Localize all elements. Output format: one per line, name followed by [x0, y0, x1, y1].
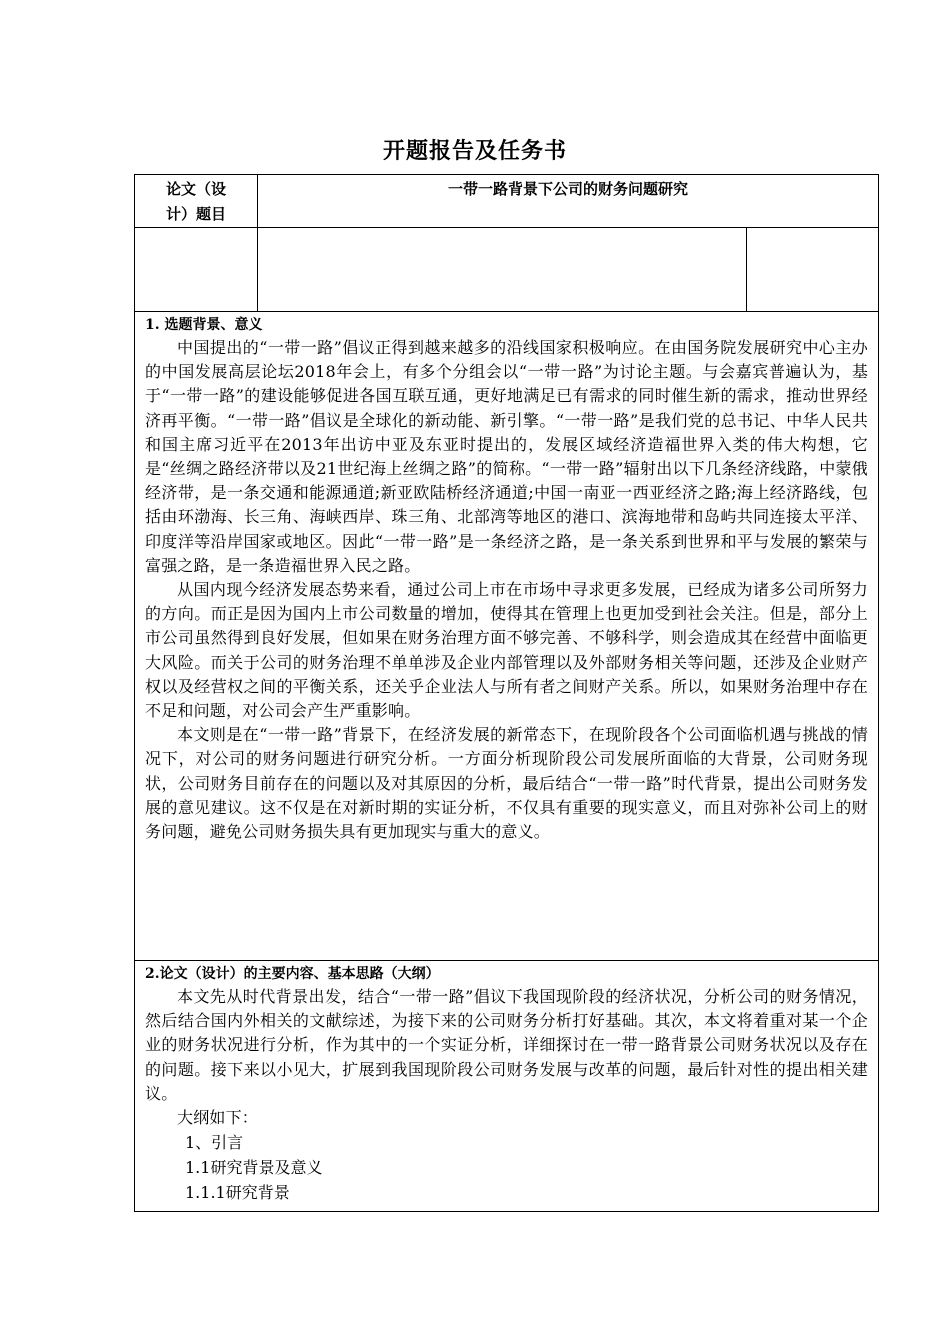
outline-intro: 大纲如下：: [177, 1108, 259, 1128]
blank-cell-2: [258, 228, 747, 312]
section2-heading: 2.论文（设计）的主要内容、基本思路（大纲）: [145, 966, 440, 982]
topic-value-cell: [258, 175, 879, 228]
outline-item: 1.1研究背景及意义: [185, 1158, 323, 1178]
section1-heading: 1. 选题背景、意义: [145, 317, 263, 333]
report-form-table: [134, 174, 879, 1212]
topic-label-line1: 论文（设: [165, 180, 226, 198]
section1-row: [135, 312, 879, 961]
blank-cell-3: [747, 228, 879, 312]
topic-row: [135, 175, 879, 228]
topic-label-cell: [135, 175, 258, 228]
section1-paragraph-1: 中国提出的“一带一路”倡议正得到越来越多的沿线国家积极响应。在由国务院发展研究中心主办的中国发展高层论坛2018年会上，有多个分组会以“一带一路”为讨论主题。与会嘉宾普遍认为，基于“一带一路”的建设能够促进各国互联互通，更好地满足已有需求的同时催生新的需求，推动世界经济再平衡。“一带一路”倡议是全球化的新动能、新引擎。“一带一路”是我们党的总书记、中华人民共和国主席习近平在2013年出访中亚及东亚时提出的，发展区域经济造福世界入类的伟大构想，它是“丝绸之路经济带以及21世纪海上丝绸之路”的简称。“一带一路”辐射出以下几条经济线路，中蒙俄经济带，是一条交通和能源通道;新亚欧陆桥经济通道;中国一南亚一西亚经济之路;海上经济路线，包括由环渤海、长三角、海峡西岸、珠三角、北部湾等地区的港口、滨海地带和岛屿共同连接太平洋、印度洋等沿岸国家或地区。因此“一带一路”是一条经济之路，是一条关系到世界和平与发展的繁荣与富强之路，是一条造福世界入民之路。: [145, 338, 869, 575]
section1-cell: [135, 312, 879, 961]
document-title: 开题报告及任务书: [382, 138, 567, 164]
section1-paragraph-2: 从国内现今经济发展态势来看，通过公司上市在市场中寻求更多发展，已经成为诸多公司所努力的方向。而正是因为国内上市公司数量的增加，使得其在管理上也更加受到社会关注。但是，部分上市公司虽然得到良好发展，但如果在财务治理方面不够完善、不够科学，则会造成其在经营中面临更大风险。而关于公司的财务治理不单单涉及企业内部管理以及外部财务相关等问题，还涉及企业财产权以及经营权之间的平衡关系，还关乎企业法人与所有者之间财产关系。所以，如果财务治理中存在不足和问题，对公司会产生严重影响。: [145, 580, 869, 721]
section1-paragraph-3: 本文则是在“一带一路”背景下，在经济发展的新常态下，在现阶段各个公司面临机遇与挑战的情况下，对公司的财务问题进行研究分析。一方面分析现阶段公司发展所面临的大背景，公司财务现状，公司财务目前存在的问题以及对其原因的分析，最后结合“一带一路”时代背景，提出公司财务发展的意见建议。这不仅是在对新时期的实证分析，不仅具有重要的现实意义，而且对弥补公司上的财务问题，避免公司财务损失具有更加现实与重大的意义。: [145, 725, 869, 842]
section2-cell: [135, 961, 879, 1212]
section2-paragraph: 本文先从时代背景出发，结合“一带一路”倡议下我国现阶段的经济状况，分析公司的财务情况，然后结合国内外相关的文献综述，为接下来的公司财务分析打好基础。其次，本文将着重对某一个企业的财务状况进行分析，作为其中的一个实证分析，详细探讨在一带一路背景公司财务状况以及存在的问题。接下来以小见大，扩展到我国现阶段公司财务发展与改革的问题，最后针对性的提出相关建议。: [145, 987, 869, 1103]
outline-item: 1.1.1研究背景: [185, 1183, 290, 1203]
blank-row: [135, 228, 879, 312]
blank-cell-1: [135, 228, 258, 312]
topic-label-line2: 计）题目: [165, 205, 226, 223]
outline-item: 1、引言: [185, 1133, 244, 1153]
section2-row: [135, 961, 879, 1212]
topic-value: 一带一路背景下公司的财务问题研究: [448, 180, 689, 198]
